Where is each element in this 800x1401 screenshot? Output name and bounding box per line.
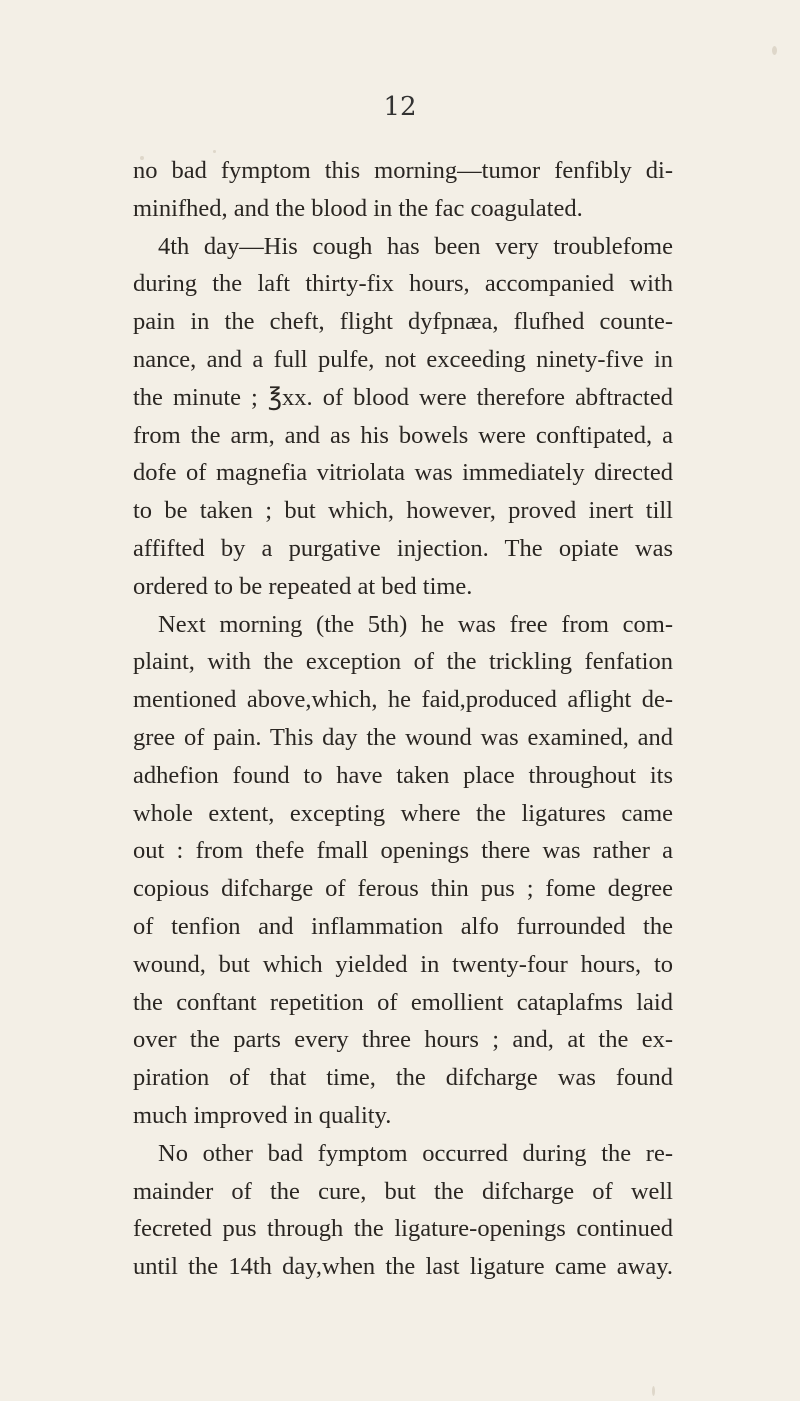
text-line: the conftant repetition of emollient cataplafms laid bbox=[133, 988, 673, 1016]
text-line: adhefion found to have taken place throughout its bbox=[133, 761, 673, 789]
text-line: much improved in quality. bbox=[133, 1101, 392, 1129]
text-line: affifted by a purgative injection. The opiate was bbox=[133, 534, 673, 562]
body-text bbox=[133, 152, 673, 1286]
text-line: no bad fymptom this morning—tumor fenfibly di- bbox=[133, 157, 673, 184]
text-line: whole extent, excepting where the ligatures came bbox=[133, 799, 673, 827]
text-line: from the arm, and as his bowels were conftipated, a bbox=[133, 421, 673, 449]
text-line: over the parts every three hours ; and, at the ex- bbox=[133, 1026, 673, 1054]
text-line: out : from thefe fmall openings there was rather a bbox=[133, 837, 673, 865]
text-line: gree of pain. This day the wound was examined, and bbox=[133, 723, 673, 751]
text-line: mainder of the cure, but the difcharge of well bbox=[133, 1177, 673, 1205]
page-number: 12 bbox=[383, 92, 417, 122]
text-line: minifhed, and the blood in the fac coagulated. bbox=[133, 194, 583, 222]
text-line: pain in the cheft, flight dyfpnæa, flufhed counte- bbox=[133, 308, 673, 336]
text-line: during the laft thirty-fix hours, accompanied with bbox=[133, 270, 673, 298]
text-line: dofe of magnefia vitriolata was immediately directed bbox=[133, 459, 673, 487]
text-line: copious difcharge of ferous thin pus ; fome degree bbox=[133, 875, 673, 903]
text-line: mentioned above,which, he faid,produced aflight de- bbox=[133, 686, 673, 714]
text-line: wound, but which yielded in twenty-four hours, to bbox=[133, 950, 673, 978]
text-line: Next morning (the 5th) he was free from com- bbox=[158, 610, 673, 638]
text-line: No other bad fymptom occurred during the re- bbox=[158, 1139, 673, 1167]
text-line: fecreted pus through the ligature-openings continued bbox=[133, 1215, 673, 1243]
text-line: ordered to be repeated at bed time. bbox=[133, 572, 473, 600]
text-line: 4th day—His cough has been very troublefome bbox=[158, 232, 673, 260]
paper-speck bbox=[652, 1386, 655, 1396]
text-line: until the 14th day,when the last ligature came away. bbox=[133, 1253, 673, 1281]
text-line: piration of that time, the difcharge was found bbox=[133, 1064, 673, 1092]
text-line: to be taken ; but which, however, proved inert till bbox=[133, 497, 673, 525]
text-line: the minute ; ℥xx. of blood were therefore abftracted bbox=[133, 383, 673, 411]
text-line: nance, and a full pulfe, not exceeding ninety-five in bbox=[133, 345, 673, 373]
text-line: of tenfion and inflammation alfo furrounded the bbox=[133, 912, 673, 940]
paper-speck bbox=[772, 46, 777, 55]
text-line: plaint, with the exception of the trickling fenfation bbox=[133, 648, 673, 676]
